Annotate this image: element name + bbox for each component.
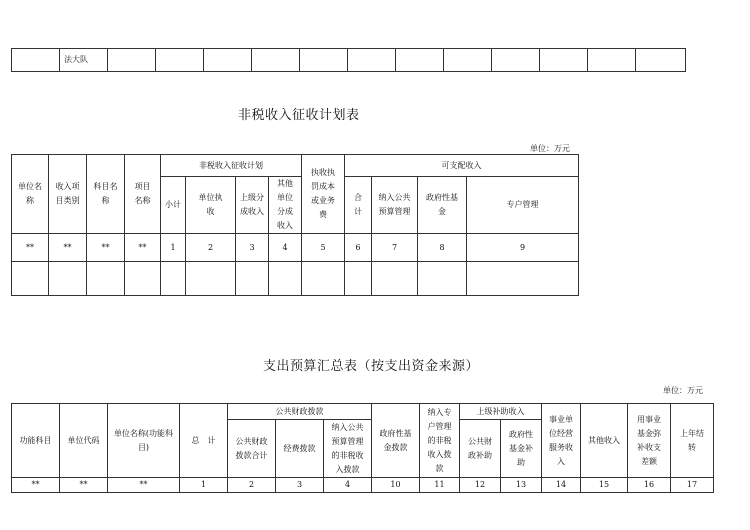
code-cell: 11 bbox=[420, 478, 460, 493]
header-income-category: 收入项 目类别 bbox=[49, 155, 87, 234]
header-disposable-group: 可支配收入 bbox=[345, 155, 579, 177]
header-gov-fund-subsidy: 政府性 基金补 助 bbox=[501, 420, 542, 478]
header-nontax-in-budget: 纳入公共 预算管理 的非税收 入拨款 bbox=[324, 420, 372, 478]
header-unit-code: 单位代码 bbox=[60, 404, 108, 478]
code-cell: 16 bbox=[628, 478, 671, 493]
code-cell: 2 bbox=[186, 234, 236, 262]
header-plan-group: 非税收入征收计划 bbox=[161, 155, 302, 177]
header-gov-fund: 政府性基 金 bbox=[418, 177, 467, 234]
code-cell: 3 bbox=[276, 478, 324, 493]
table2-expenditure-summary bbox=[11, 403, 714, 493]
empty-cell bbox=[12, 262, 49, 296]
empty-cell bbox=[418, 262, 467, 296]
fragment-cell bbox=[588, 49, 636, 72]
code-cell: 1 bbox=[161, 234, 186, 262]
table1-non-tax-plan bbox=[11, 154, 579, 296]
code-cell: 13 bbox=[501, 478, 542, 493]
header-total: 总 计 bbox=[180, 404, 228, 478]
fragment-cell bbox=[444, 49, 492, 72]
header-public-budget: 纳入公共 预算管理 bbox=[372, 177, 418, 234]
table-row bbox=[12, 262, 579, 296]
header-enforce-cost: 执收执 罚成本 或业务 费 bbox=[302, 155, 345, 234]
code-cell: 14 bbox=[542, 478, 581, 493]
code-cell: ** bbox=[125, 234, 161, 262]
empty-cell bbox=[186, 262, 236, 296]
header-balance: 用事业 基金弥 补收支 差额 bbox=[628, 404, 671, 478]
header-upper-share: 上级分 成收入 bbox=[236, 177, 269, 234]
table1-title: 非税收入征收计划表 bbox=[238, 108, 360, 123]
table2-title: 支出预算汇总表（按支出资金来源） bbox=[263, 359, 480, 374]
empty-cell bbox=[372, 262, 418, 296]
empty-cell bbox=[49, 262, 87, 296]
fragment-cell bbox=[636, 49, 686, 72]
empty-cell bbox=[87, 262, 125, 296]
header-total: 合 计 bbox=[345, 177, 372, 234]
code-cell: 8 bbox=[418, 234, 467, 262]
header-carry-over: 上年结 转 bbox=[671, 404, 714, 478]
empty-cell bbox=[236, 262, 269, 296]
header-subject-name: 科目名 称 bbox=[87, 155, 125, 234]
code-cell: 10 bbox=[372, 478, 420, 493]
code-cell: ** bbox=[60, 478, 108, 493]
table-row bbox=[12, 478, 714, 493]
header-other: 其他收入 bbox=[581, 404, 628, 478]
fragment-cell bbox=[12, 49, 60, 72]
code-cell: 17 bbox=[671, 478, 714, 493]
code-cell: ** bbox=[12, 478, 60, 493]
table-row bbox=[12, 49, 686, 72]
fragment-cell bbox=[396, 49, 444, 72]
fragment-cell bbox=[156, 49, 204, 72]
fragment-cell bbox=[108, 49, 156, 72]
code-cell: 15 bbox=[581, 478, 628, 493]
empty-cell bbox=[161, 262, 186, 296]
code-cell: 7 bbox=[372, 234, 418, 262]
header-special-mgmt: 专户管理 bbox=[467, 177, 579, 234]
code-cell: 4 bbox=[324, 478, 372, 493]
header-operating: 事业单 位经营 服务收 入 bbox=[542, 404, 581, 478]
header-special-nontax: 纳入专 户管理 的非税 收入拨 款 bbox=[420, 404, 460, 478]
empty-cell bbox=[269, 262, 302, 296]
header-other-share: 其他 单位 分成 收入 bbox=[269, 177, 302, 234]
header-public-group: 公共财政拨款 bbox=[228, 404, 372, 420]
top-fragment-table bbox=[11, 48, 686, 72]
header-funding: 经费拨款 bbox=[276, 420, 324, 478]
fragment-cell: 法大队 bbox=[60, 49, 108, 72]
header-func-subject: 功能科目 bbox=[12, 404, 60, 478]
code-cell: 9 bbox=[467, 234, 579, 262]
fragment-cell bbox=[540, 49, 588, 72]
empty-cell bbox=[125, 262, 161, 296]
code-cell: ** bbox=[87, 234, 125, 262]
code-cell: ** bbox=[49, 234, 87, 262]
code-cell: 3 bbox=[236, 234, 269, 262]
code-cell: 1 bbox=[180, 478, 228, 493]
code-cell: 6 bbox=[345, 234, 372, 262]
header-unit-name: 单位名 称 bbox=[12, 155, 49, 234]
header-gov-fund: 政府性基 金拨款 bbox=[372, 404, 420, 478]
empty-cell bbox=[467, 262, 579, 296]
table1-unit: 单位：万元 bbox=[530, 144, 570, 153]
code-cell: 5 bbox=[302, 234, 345, 262]
header-upper-group: 上级补助收入 bbox=[460, 404, 542, 420]
fragment-cell bbox=[300, 49, 348, 72]
fragment-cell bbox=[204, 49, 252, 72]
header-item-name: 项目 名称 bbox=[125, 155, 161, 234]
code-cell: ** bbox=[108, 478, 180, 493]
empty-cell bbox=[345, 262, 372, 296]
table-row bbox=[12, 155, 579, 177]
table-row bbox=[12, 234, 579, 262]
code-cell: 12 bbox=[460, 478, 501, 493]
code-cell: 2 bbox=[228, 478, 276, 493]
fragment-cell bbox=[252, 49, 300, 72]
table-row bbox=[12, 404, 714, 420]
fragment-cell bbox=[492, 49, 540, 72]
table2-unit: 单位：万元 bbox=[663, 386, 703, 395]
fragment-cell bbox=[348, 49, 396, 72]
code-cell: 4 bbox=[269, 234, 302, 262]
code-cell: ** bbox=[12, 234, 49, 262]
header-self-collect: 单位执 收 bbox=[186, 177, 236, 234]
empty-cell bbox=[302, 262, 345, 296]
header-public-subsidy: 公共财 政补助 bbox=[460, 420, 501, 478]
header-subtotal: 小计 bbox=[161, 177, 186, 234]
header-public-total: 公共财政 拨款合计 bbox=[228, 420, 276, 478]
header-unit-name: 单位名称(功能科 目) bbox=[108, 404, 180, 478]
